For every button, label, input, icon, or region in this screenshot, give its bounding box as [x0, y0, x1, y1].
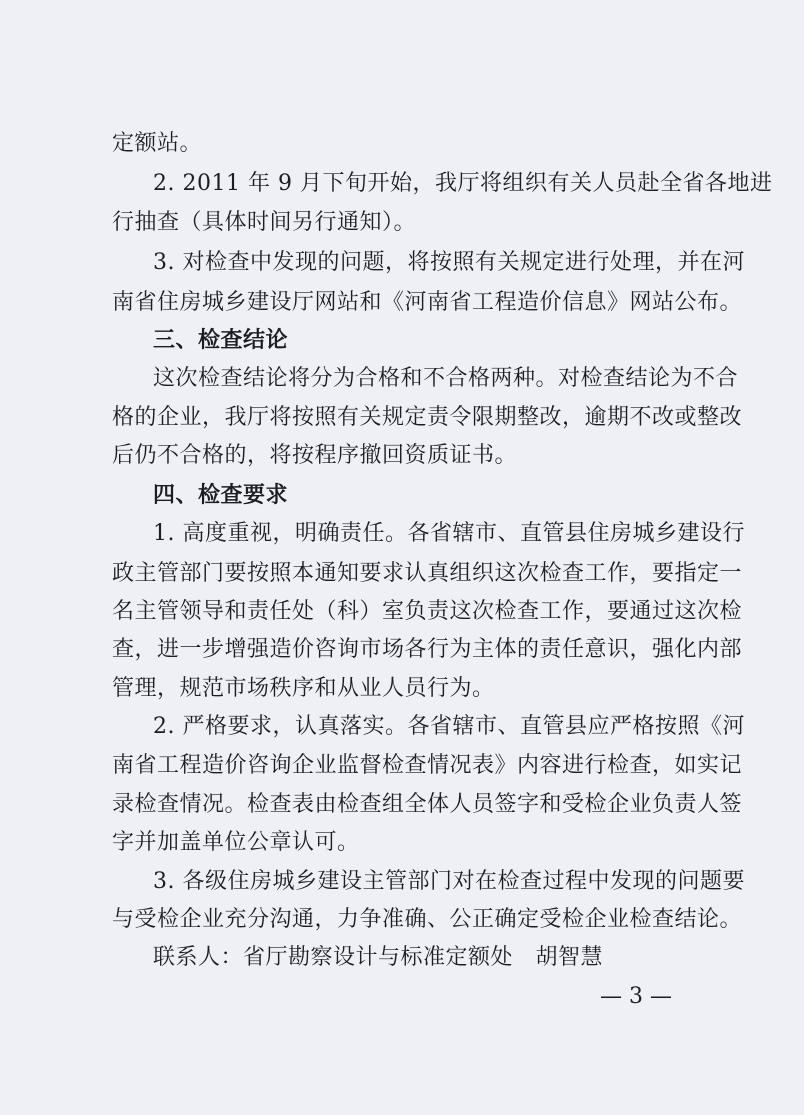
section-heading: 四、检查要求	[153, 483, 289, 508]
text-line: 与受检企业充分沟通，力争准确、公正确定受检企业检查结论。	[112, 907, 743, 932]
text-line: 查，进一步增强造价咨询市场各行为主体的责任意识，强化内部	[112, 637, 743, 662]
text-line: 名主管领导和责任处（科）室负责这次检查工作，要通过这次检	[112, 599, 743, 624]
text-line: 这次检查结论将分为合格和不合格两种。对检查结论为不合	[153, 366, 739, 391]
text-line: 3. 各级住房城乡建设主管部门对在检查过程中发现的问题要	[153, 869, 745, 894]
text-line: 1. 高度重视，明确责任。各省辖市、直管县住房城乡建设行	[153, 521, 745, 546]
text-line: 行抽查（具体时间另行通知）。	[112, 210, 417, 235]
text-line: 2. 严格要求，认真落实。各省辖市、直管县应严格按照《河	[153, 714, 745, 739]
text-line: 后仍不合格的，将按程序撤回资质证书。	[112, 443, 518, 468]
text-line: 南省工程造价咨询企业监督检查情况表》内容进行检查，如实记	[112, 753, 743, 778]
contact-line: 联系人：省厅勘察设计与标准定额处 胡智慧	[153, 945, 604, 970]
text-line: 南省住房城乡建设厅网站和《河南省工程造价信息》网站公布。	[112, 290, 743, 315]
section-heading: 三、检查结论	[153, 328, 289, 353]
text-line: 管理，规范市场秩序和从业人员行为。	[112, 676, 495, 701]
page-number: — 3 —	[600, 984, 672, 1009]
text-line: 2. 2011 年 9 月下旬开始，我厅将组织有关人员赴全省各地进	[153, 171, 773, 196]
text-line: 定额站。	[112, 131, 203, 156]
text-line: 3. 对检查中发现的问题，将按照有关规定进行处理，并在河	[153, 250, 745, 275]
text-line: 录检查情况。检查表由检查组全体人员签字和受检企业负责人签	[112, 792, 743, 817]
text-line: 政主管部门要按照本通知要求认真组织这次检查工作，要指定一	[112, 561, 743, 586]
text-line: 字并加盖单位公章认可。	[112, 830, 360, 855]
text-line: 格的企业，我厅将按照有关规定责令限期整改，逾期不改或整改	[112, 405, 743, 430]
